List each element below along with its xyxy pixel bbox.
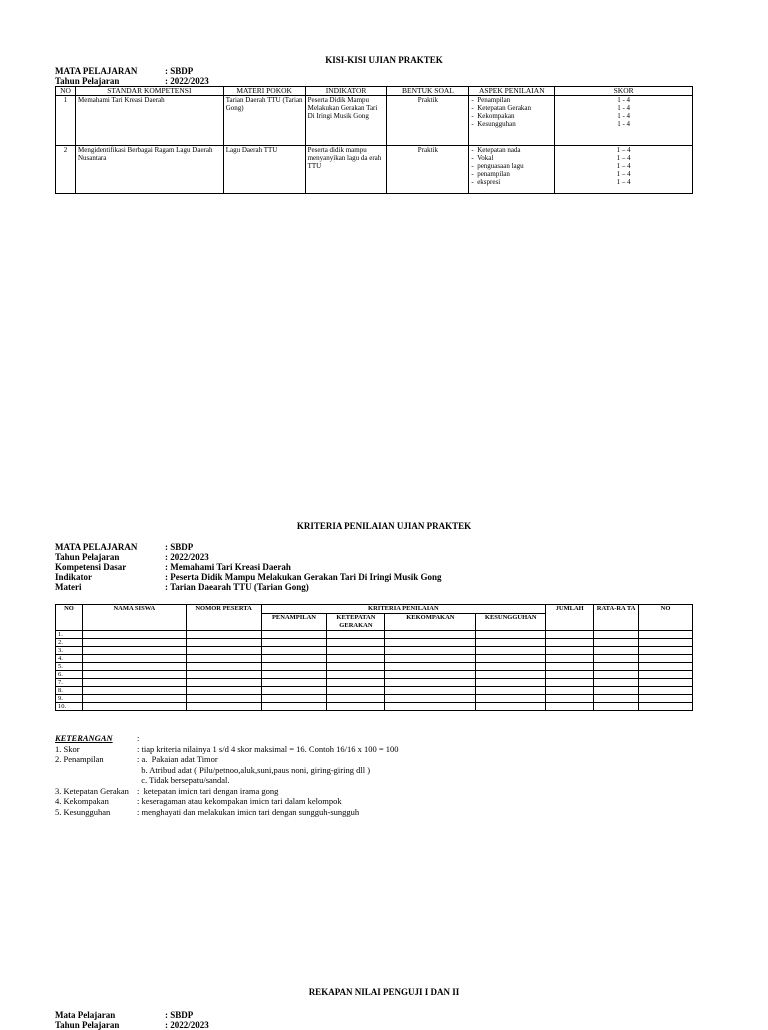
keterangan-title: KETERANGAN [55,733,113,743]
kriteria-title: KRITERIA PENILAIAN UJIAN PRAKTEK [296,521,472,531]
cell-empty [82,687,186,695]
cell-empty [476,671,546,679]
cell-empty [639,663,693,671]
aspek-item: - Penampilan [471,96,552,104]
col-header-rata: RATA-RA TA [594,605,639,631]
cell-empty [385,647,476,655]
aspek-item: - penampilan [471,170,552,178]
cell-no: 2 [56,146,76,194]
aspek-item: - Vokal [471,154,552,162]
skor-item: 1 - 4 [617,120,631,128]
cell-empty [594,663,639,671]
col-header-no: NO [56,605,83,631]
note-text: c. Tidak bersepatu/sandal. [137,775,230,785]
cell-empty [186,687,261,695]
cell-bentuk: Praktik [387,96,469,146]
meta-value: : 2022/2023 [165,76,209,86]
cell-empty [385,663,476,671]
col-header: MATERI POKOK [223,87,305,96]
note-label: 2. Penampilan [55,754,104,764]
kisi-title: KISI-KISI UJIAN PRAKTEK [325,55,443,65]
meta-value: : 2022/2023 [165,552,209,562]
cell-sk: Memahami Tari Kreasi Daerah [75,96,223,146]
keterangan [55,733,399,817]
meta-value: : Tarian Daearah TTU (Tarian Gong) [165,582,309,592]
kriteria-table [55,604,693,711]
cell-indikator: Peserta Didik Mampu Melakukan Gerakan Tari Di Iringi Musik Gong [305,96,387,146]
cell-no: 9. [56,695,83,703]
table-row [56,146,693,194]
cell-skor [555,146,693,194]
cell-empty [639,671,693,679]
table-row [56,631,693,639]
skor-item: 1 – 4 [616,170,631,178]
cell-empty [639,631,693,639]
cell-materi: Lagu Daerah TTU [223,146,305,194]
cell-empty [261,679,327,687]
table-row [56,655,693,663]
cell-empty [546,663,594,671]
cell-empty [639,703,693,711]
cell-empty [261,687,327,695]
meta-label: Tahun Pelajaran [55,76,120,86]
meta-label: Kompetensi Dasar [55,562,127,572]
cell-empty [546,695,594,703]
cell-empty [385,655,476,663]
aspek-item: - Ketepatan Gerakan [471,104,552,112]
cell-empty [594,647,639,655]
table-header-row [56,605,693,614]
cell-empty [476,695,546,703]
note-label [55,765,137,776]
cell-empty [476,703,546,711]
cell-materi: Tarian Daerah TTU (Tarian Gong) [223,96,305,146]
col-subheader: PENAMPILAN [261,614,327,631]
aspek-item: - ekspresi [471,178,552,186]
col-subheader: KESUNGGUHAN [476,614,546,631]
note-row [55,765,399,776]
skor-item: 1 – 4 [616,154,631,162]
table-header-row [56,87,693,96]
note-label: 4. Kekompakan [55,796,109,806]
table-row [56,671,693,679]
note-text: : menghayati dan melakukan imicn tari dengan sungguh-sungguh [137,806,360,817]
col-header: NO [56,87,76,96]
cell-empty [594,687,639,695]
cell-empty [385,687,476,695]
notes-list [55,744,399,818]
cell-empty [82,655,186,663]
cell-no: 5. [56,663,83,671]
table-row [56,695,693,703]
table-row [56,679,693,687]
cell-empty [82,639,186,647]
cell-empty [261,703,327,711]
table-row [56,647,693,655]
cell-empty [594,679,639,687]
table-row [56,703,693,711]
cell-empty [385,703,476,711]
cell-empty [82,663,186,671]
cell-no: 2. [56,639,83,647]
note-row [55,807,399,818]
kriteria-body [56,631,693,711]
cell-no: 8. [56,687,83,695]
cell-no: 1 [56,96,76,146]
cell-no: 7. [56,679,83,687]
cell-aspek [469,146,555,194]
cell-empty [186,631,261,639]
meta-label: Mata Pelajaran [55,1010,116,1020]
cell-sk: Mengidentifikasi Berbagai Ragam Lagu Daerah Nusantara [75,146,223,194]
cell-empty [261,639,327,647]
cell-empty [476,655,546,663]
meta-value: : SBDP [165,66,194,76]
col-header: ASPEK PENILAIAN [469,87,555,96]
meta-label: Materi [55,582,82,592]
cell-no: 10. [56,703,83,711]
cell-empty [546,639,594,647]
note-text: b. Atribud adat ( Pilu/petnoo,aluk,suni,paus noni, giring-giring dll ) [137,764,371,775]
note-label: 5. Kesungguhan [55,806,111,817]
note-row [55,775,399,786]
meta-label: Tahun Pelajaran [55,552,120,562]
rekap-title: REKAPAN NILAI PENGUJI I DAN II [308,987,460,997]
cell-empty [82,679,186,687]
note-row [55,786,399,797]
cell-empty [476,679,546,687]
cell-no: 1. [56,631,83,639]
cell-empty [261,647,327,655]
cell-no: 4. [56,655,83,663]
note-label [55,775,137,786]
cell-empty [82,671,186,679]
col-header-nomor: NOMOR PESERTA [186,605,261,631]
cell-empty [186,695,261,703]
note-text: : ketepatan imicn tari dengan irama gong [137,785,279,796]
cell-no: 6. [56,671,83,679]
cell-empty [261,663,327,671]
cell-empty [546,655,594,663]
note-row [55,754,399,765]
table-row [56,96,693,146]
cell-empty [639,695,693,703]
cell-empty [261,655,327,663]
note-row [55,796,399,807]
cell-empty [261,671,327,679]
cell-empty [82,703,186,711]
cell-empty [546,687,594,695]
cell-empty [186,639,261,647]
cell-empty [327,687,385,695]
cell-empty [82,695,186,703]
skor-item: 1 – 4 [616,162,631,170]
rekap-meta [55,1010,209,1030]
kisi-meta [55,66,209,86]
aspek-item: - penguasaan lagu [471,162,552,170]
meta-value: : SBDP [165,1010,194,1020]
col-header-nama: NAMA SISWA [82,605,186,631]
meta-value: : Peserta Didik Mampu Melakukan Gerakan Tari Di Iringi Musik Gong [165,572,442,582]
cell-empty [327,671,385,679]
note-label: 3. Ketepatan Gerakan [55,785,129,796]
cell-empty [476,663,546,671]
cell-empty [639,687,693,695]
cell-empty [476,687,546,695]
meta-label: MATA PELAJARAN [55,66,138,76]
kisi-table [55,86,693,194]
cell-empty [327,647,385,655]
cell-empty [186,679,261,687]
cell-empty [639,679,693,687]
col-header-jumlah: JUMLAH [546,605,594,631]
cell-indikator: Peserta didik mampu menyanyikan lagu da erah TTU [305,146,387,194]
table-row [56,663,693,671]
cell-empty [327,679,385,687]
cell-empty [82,647,186,655]
meta-value: : SBDP [165,542,194,552]
cell-empty [385,679,476,687]
cell-empty [546,679,594,687]
cell-empty [639,655,693,663]
cell-empty [385,639,476,647]
col-subheader: KEKOMPAKAN [385,614,476,631]
note-text: : a. Pakaian adat Timor [137,754,218,764]
cell-empty [546,671,594,679]
cell-empty [476,647,546,655]
kriteria-meta [55,542,442,592]
cell-aspek [469,96,555,146]
cell-empty [327,639,385,647]
cell-empty [476,639,546,647]
note-row [55,744,399,755]
cell-empty [385,695,476,703]
col-subheader: KETEPATAN GERAKAN [327,614,385,631]
cell-empty [594,695,639,703]
skor-item: 1 – 4 [616,178,631,186]
cell-empty [327,631,385,639]
cell-empty [476,631,546,639]
col-header: BENTUK SOAL [387,87,469,96]
cell-empty [639,647,693,655]
col-header-no2: NO [639,605,693,631]
cell-empty [594,631,639,639]
meta-label: Tahun Pelajaran [55,1020,120,1030]
cell-no: 3. [56,647,83,655]
cell-empty [186,703,261,711]
cell-empty [261,631,327,639]
cell-empty [594,671,639,679]
meta-label: MATA PELAJARAN [55,542,138,552]
skor-item: 1 - 4 [617,104,631,112]
cell-empty [385,631,476,639]
meta-label: Indikator [55,572,93,582]
skor-item: 1 - 4 [617,96,631,104]
skor-item: 1 - 4 [617,112,631,120]
cell-empty [327,655,385,663]
skor-item: 1 – 4 [616,146,631,154]
cell-empty [594,703,639,711]
cell-empty [546,647,594,655]
cell-empty [186,655,261,663]
aspek-item: - Kesungguhan [471,120,552,128]
cell-empty [327,695,385,703]
aspek-item: - Kekompakan [471,112,552,120]
col-header: INDIKATOR [305,87,387,96]
col-header: STANDAR KOMPETENSI [75,87,223,96]
cell-empty [594,639,639,647]
cell-empty [261,695,327,703]
keterangan-colon: : [137,733,140,743]
cell-empty [594,655,639,663]
aspek-item: - Ketepatan nada [471,146,552,154]
cell-empty [546,703,594,711]
cell-empty [639,639,693,647]
col-header-group: KRITERIA PENILAIAN [261,605,546,614]
meta-value: : Memahami Tari Kreasi Daerah [165,562,291,572]
cell-empty [186,647,261,655]
note-text: : tiap kriteria nilainya 1 s/d 4 skor maksimal = 16. Contoh 16/16 x 100 = 100 [137,743,399,754]
cell-skor [555,96,693,146]
cell-empty [327,703,385,711]
cell-empty [186,663,261,671]
table-row [56,687,693,695]
cell-empty [385,671,476,679]
note-label: 1. Skor [55,743,80,754]
meta-value: : 2022/2023 [165,1020,209,1030]
table-row [56,639,693,647]
cell-empty [186,671,261,679]
cell-bentuk: Praktik [387,146,469,194]
cell-empty [327,663,385,671]
note-text: : keseragaman atau kekompakan imicn tari dalam kelompok [137,796,342,806]
cell-empty [546,631,594,639]
col-header: SKOR [555,87,693,96]
cell-empty [82,631,186,639]
